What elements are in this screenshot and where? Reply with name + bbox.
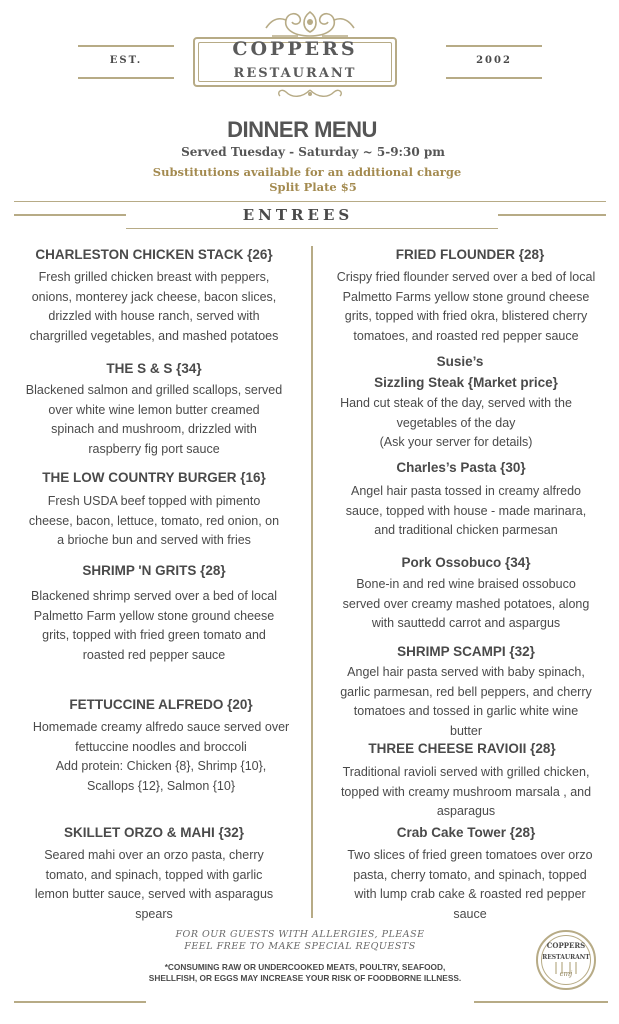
item-title: THE S & S {34} (106, 361, 202, 376)
item-description: Traditional ravioli served with grilled chicken, topped with creamy mushroom marsala , and asparagus (340, 765, 592, 818)
svg-text:COPPERS: COPPERS (546, 941, 586, 950)
restaurant-subname: RESTAURANT (233, 66, 357, 81)
est-label: EST. (109, 55, 143, 66)
item-title: FETTUCCINE ALFREDO {20} (69, 697, 253, 712)
item-title: Charles’s Pasta {30} (396, 460, 526, 475)
item-description: Angel hair pasta tossed in creamy alfredo sauce, topped with house - made marinara, and traditional chicken parmesan (345, 484, 587, 537)
restaurant-name: COPPERS (232, 38, 358, 60)
item-description: Blackened shrimp served over a bed of local Palmetto Farm yellow stone ground cheese grits, topped with fried green tomato and roasted red pepper sauce (31, 589, 277, 662)
item-description: Blackened salmon and grilled scallops, served over white wine lemon butter creamed spinach and mushroom, drizzled with raspberry fig port sauce (25, 383, 283, 456)
section-rule-top (14, 201, 606, 202)
header-rule-left (78, 45, 174, 47)
item-title: Pork Ossobuco {34} (401, 555, 531, 570)
item-description: Fresh grilled chicken breast with peppers, onions, monterey jack cheese, bacon slices, drizzled with house ranch, served with chargrilled vegetables, and mashed potatoes (29, 270, 279, 343)
year-label: 2002 (476, 55, 512, 66)
footer-rule-right (474, 1001, 608, 1003)
svg-text:RESTAURANT: RESTAURANT (542, 954, 590, 961)
header-ornament (262, 6, 358, 40)
allergy-note: FOR OUR GUESTS WITH ALLERGIES, PLEASE FEEL FREE TO MAKE SPECIAL REQUESTS (175, 929, 425, 952)
header-rule-left-bottom (78, 77, 174, 79)
item-title: CHARLESTON CHICKEN STACK {26} (35, 247, 273, 262)
logo-flourish (272, 88, 348, 102)
svg-text:cmj: cmj (559, 970, 573, 978)
item-description: Hand cut steak of the day, served with the vegetables of the day (Ask your server for details) (340, 396, 572, 449)
item-description: Fresh USDA beef topped with pimento cheese, bacon, lettuce, tomato, red onion, on a brioche bun and served with fries (28, 494, 280, 547)
served-hours: Served Tuesday - Saturday ~ 5-9:30 pm (181, 145, 445, 159)
item-title: SHRIMP 'N GRITS {28} (82, 563, 226, 578)
column-divider (311, 246, 313, 918)
section-title: ENTREES (242, 206, 354, 224)
item-description: Crispy fried flounder served over a bed of local Palmetto Farms yellow stone ground cheese grits, topped with fried okra, blistered cherry tomatoes, and roasted red pepper sauce (336, 270, 596, 343)
item-title: THE LOW COUNTRY BURGER {16} (42, 470, 266, 485)
item-title: Sizzling Steak {Market price} (374, 375, 558, 390)
item-description: Angel hair pasta served with baby spinach, garlic parmesan, red bell peppers, and cherry tomatoes and tossed in garlic white wine butter (340, 665, 592, 738)
item-description: Seared mahi over an orzo pasta, cherry tomato, and spinach, topped with garlic lemon butter sauce, served with asparagus spears (34, 848, 274, 921)
item-description: Two slices of fried green tomatoes over orzo pasta, cherry tomato, and spinach, topped with lump crab cake & roasted red pepper sauce (347, 848, 593, 921)
footer-rule-left (14, 1001, 146, 1003)
restaurant-seal-logo (536, 930, 596, 990)
item-title: SKILLET ORZO & MAHI {32} (63, 825, 244, 840)
substitutions-note: Substitutions available for an additional charge (152, 165, 462, 179)
split-plate-note: Split Plate $5 (269, 180, 357, 194)
item-title: THREE CHEESE RAVIOII {28} (368, 741, 556, 756)
item-title: FRIED FLOUNDER {28} (395, 247, 545, 262)
item-title: Crab Cake Tower {28} (396, 825, 536, 840)
section-rule-bottom (126, 228, 498, 229)
menu-title: DINNER MENU (227, 117, 377, 142)
header-rule-right-bottom (446, 77, 542, 79)
item-title: Susie’s (436, 354, 484, 369)
header-rule-right (446, 45, 542, 47)
consumption-warning: *CONSUMING RAW OR UNDERCOOKED MEATS, POULTRY, SEAFOOD, SHELLFISH, OR EGGS MAY INCREASE YOUR RISK OF FOODBORNE ILLNESS. (148, 962, 462, 983)
item-description: Homemade creamy alfredo sauce served over fettuccine noodles and broccoli Add protein: Chicken {8}, Shrimp {10}, Scallops {12}, Salmon {10} (32, 720, 290, 793)
item-title: SHRIMP SCAMPI {32} (397, 644, 535, 659)
item-description: Bone-in and red wine braised ossobuco served over creamy mashed potatoes, along with sauttedd carrot and aspargus (342, 577, 590, 630)
